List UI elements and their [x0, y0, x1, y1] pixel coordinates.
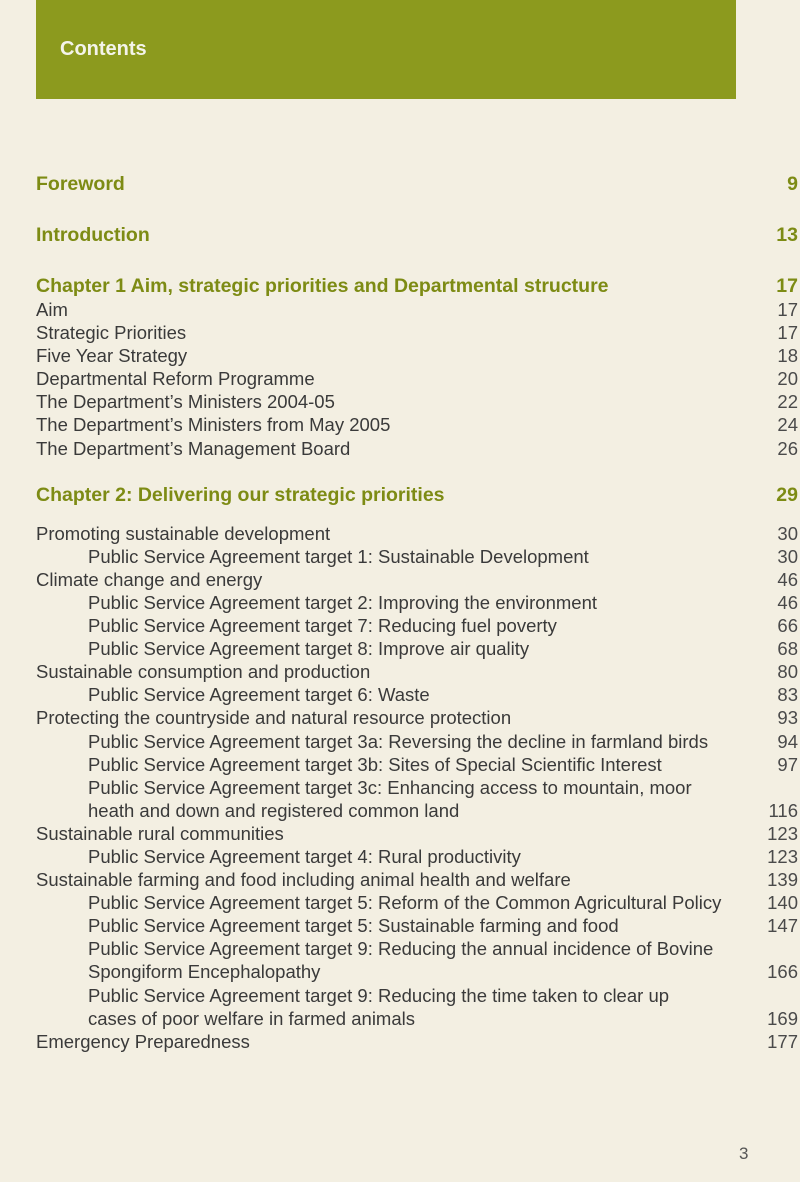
- toc-item-label: Departmental Reform Programme: [36, 368, 315, 390]
- toc-subitem[interactable]: [36, 914, 798, 937]
- toc-item[interactable]: [36, 344, 798, 367]
- toc-item-page: 22: [777, 391, 798, 413]
- toc-subitem[interactable]: [36, 591, 798, 614]
- toc-subitem[interactable]: [36, 937, 798, 983]
- page-title: Contents: [60, 38, 147, 60]
- toc-subitem-page: 66: [777, 615, 798, 637]
- toc-subitem[interactable]: [36, 984, 798, 1030]
- toc-entry-introduction[interactable]: [36, 219, 798, 247]
- toc-item-page: 20: [777, 368, 798, 390]
- toc-subitem-label: Public Service Agreement target 7: Reducing fuel poverty: [88, 615, 557, 637]
- toc-item-page: 30: [777, 522, 798, 544]
- toc-item-label: Sustainable consumption and production: [36, 661, 371, 683]
- toc-subitem-page: 147: [767, 915, 798, 937]
- toc-item[interactable]: [36, 522, 798, 545]
- toc-subitem-label: Public Service Agreement target 9: Reducing the time taken to clear up cases of poor welfare in farmed animals: [88, 984, 670, 1029]
- toc-item[interactable]: [36, 868, 798, 891]
- toc-item-label: The Department’s Ministers 2004-05: [36, 391, 335, 413]
- toc-subitem-page: 140: [767, 892, 798, 914]
- toc-chapter-1[interactable]: [36, 270, 798, 298]
- toc-item-page: 24: [777, 414, 798, 436]
- toc-entry-label: Introduction: [36, 224, 150, 246]
- toc-item-label: Climate change and energy: [36, 568, 263, 590]
- toc-entry-label: Foreword: [36, 173, 125, 195]
- toc-item-label: Sustainable farming and food including animal health and welfare: [36, 869, 571, 891]
- toc-item-label: Protecting the countryside and natural resource protection: [36, 707, 512, 729]
- toc-item[interactable]: [36, 822, 798, 845]
- toc-subitem-label: Public Service Agreement target 4: Rural productivity: [88, 845, 521, 867]
- toc-item-page: 80: [777, 661, 798, 683]
- toc-item-page: 46: [777, 568, 798, 590]
- toc-subitem-label: Public Service Agreement target 8: Improve air quality: [88, 638, 530, 660]
- toc-subitem[interactable]: [36, 545, 798, 568]
- toc-subitem-page: 169: [767, 1007, 798, 1029]
- toc-subitem[interactable]: [36, 845, 798, 868]
- page-number: 3: [739, 1144, 749, 1163]
- toc-item-page: 177: [767, 1030, 798, 1052]
- toc-subitem-label: Public Service Agreement target 1: Sustainable Development: [88, 545, 589, 567]
- toc-chapter-page: 29: [776, 483, 798, 506]
- toc-item-label: Strategic Priorities: [36, 322, 187, 344]
- toc-item[interactable]: [36, 706, 798, 729]
- toc-item-label: The Department’s Ministers from May 2005: [36, 414, 391, 436]
- toc-item[interactable]: [36, 298, 798, 321]
- toc-entry-page: 13: [776, 224, 798, 246]
- toc-item[interactable]: [36, 390, 798, 413]
- toc-subitem-label: Public Service Agreement target 5: Sustainable farming and food: [88, 915, 619, 937]
- toc-subitem-page: 68: [777, 638, 798, 660]
- toc-item-page: 26: [777, 437, 798, 459]
- toc-item-page: 17: [777, 299, 798, 320]
- toc-item[interactable]: [36, 1030, 798, 1053]
- toc-item[interactable]: [36, 568, 798, 591]
- toc-entry-foreword[interactable]: [36, 168, 798, 196]
- toc-item-page: 18: [777, 345, 798, 367]
- toc-item-label: Emergency Preparedness: [36, 1030, 250, 1052]
- toc-subitem-page: 97: [777, 753, 798, 775]
- header-bar: [36, 0, 736, 99]
- toc-subitem[interactable]: [36, 614, 798, 637]
- toc-subitem[interactable]: [36, 891, 798, 914]
- toc-item-page: 93: [777, 707, 798, 729]
- toc-subitem[interactable]: [36, 683, 798, 706]
- toc-item-label: The Department’s Management Board: [36, 437, 351, 459]
- toc-subitem-label: Public Service Agreement target 6: Waste: [88, 684, 430, 706]
- toc-subitem-label: Public Service Agreement target 3b: Sites of Special Scientific Interest: [88, 753, 662, 775]
- toc-subitem-page: 30: [777, 545, 798, 567]
- toc-item[interactable]: [36, 413, 798, 436]
- toc-subitem-page: 166: [767, 961, 798, 983]
- toc-item-label: Promoting sustainable development: [36, 522, 331, 544]
- toc-subitem-label: Public Service Agreement target 3a: Reversing the decline in farmland birds: [88, 730, 709, 752]
- toc-item-page: 139: [767, 869, 798, 891]
- toc-subitem-page: 123: [767, 845, 798, 867]
- toc-subitem[interactable]: [36, 753, 798, 776]
- toc-item[interactable]: [36, 321, 798, 344]
- toc-subitem-page: 46: [777, 591, 798, 613]
- toc-subitem-label: Public Service Agreement target 3c: Enhancing access to mountain, moor heath and down and registered common land: [88, 776, 692, 821]
- toc-subitem-page: 94: [777, 730, 798, 752]
- toc-chapter-label: Chapter 2: Delivering our strategic priorities: [36, 483, 445, 506]
- toc-subitem-label: Public Service Agreement target 2: Improving the environment: [88, 591, 598, 613]
- toc-chapter-page: 17: [776, 275, 798, 297]
- toc-entry-page: 9: [787, 173, 798, 195]
- toc-chapter-2[interactable]: [36, 479, 798, 507]
- toc-item-page: 123: [767, 822, 798, 844]
- toc-subitem-page: 83: [777, 684, 798, 706]
- toc-item[interactable]: [36, 660, 798, 683]
- toc-subitem[interactable]: [36, 776, 798, 822]
- toc-subitem-label: Public Service Agreement target 9: Reducing the annual incidence of Bovine Spongiform Encephalopathy: [88, 938, 714, 983]
- table-of-contents: [36, 168, 798, 1053]
- toc-item-label: Five Year Strategy: [36, 345, 188, 367]
- toc-subitem[interactable]: [36, 730, 798, 753]
- toc-item-label: Sustainable rural communities: [36, 822, 284, 844]
- toc-item-label: Aim: [36, 299, 68, 320]
- toc-item[interactable]: [36, 437, 798, 460]
- toc-subitem[interactable]: [36, 637, 798, 660]
- toc-chapter-label: Chapter 1 Aim, strategic priorities and Departmental structure: [36, 275, 609, 297]
- toc-item[interactable]: [36, 367, 798, 390]
- toc-item-page: 17: [777, 322, 798, 344]
- toc-subitem-page: 116: [768, 799, 798, 821]
- toc-subitem-label: Public Service Agreement target 5: Reform of the Common Agricultural Policy: [88, 892, 722, 914]
